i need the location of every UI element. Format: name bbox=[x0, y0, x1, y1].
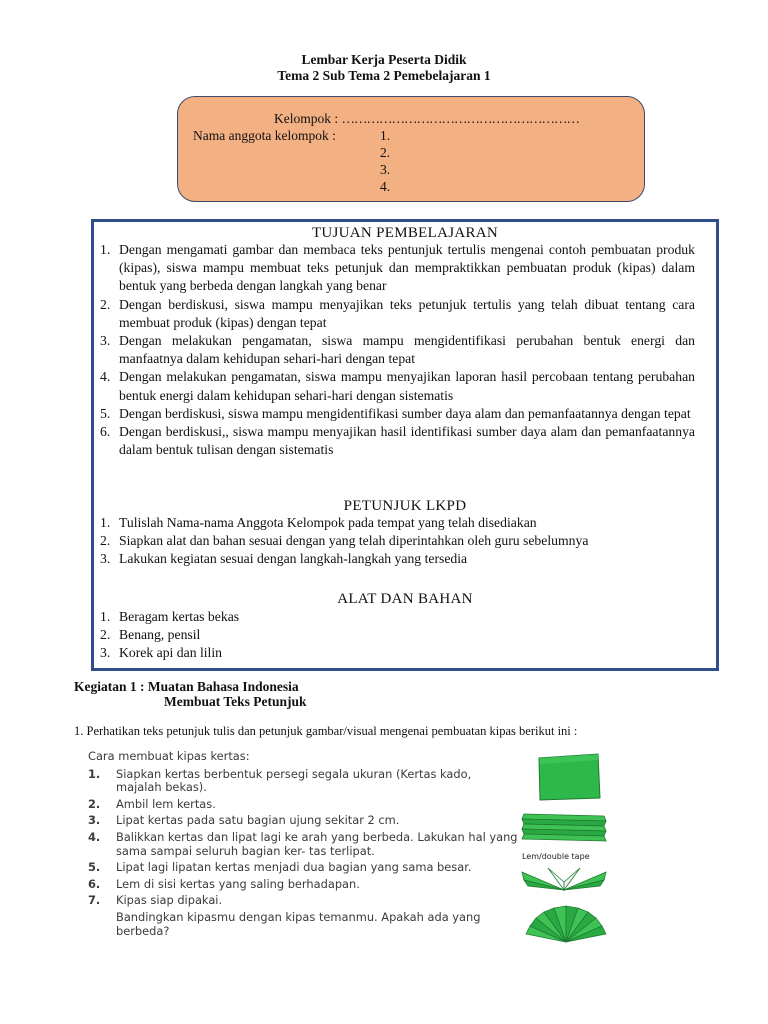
kipas-step: 7. Kipas siap dipakai. bbox=[88, 893, 223, 908]
group-info-box bbox=[177, 96, 645, 202]
kipas-step: 3. Lipat kertas pada satu bagian ujung sekitar 2 cm. bbox=[88, 813, 400, 828]
kelompok-label: Kelompok : bbox=[274, 111, 339, 126]
list-item: 6. Dengan berdiskusi,, siswa mampu menyajikan hasil identifikasi sumber daya alam dan pemanfaatannya dalam bentuk tulisan dengan sistematis bbox=[100, 424, 695, 458]
kegiatan-subtitle: Membuat Teks Petunjuk bbox=[164, 694, 307, 709]
kipas-steps bbox=[88, 750, 518, 938]
list-item: 2. Dengan berdiskusi, siswa mampu menyajikan teks petunjuk tertulis yang telah dibuat tentang cara membuat produk (kipas) dengan tepat bbox=[100, 296, 695, 330]
member-slot-4[interactable]: 4. bbox=[380, 179, 391, 194]
petunjuk-list bbox=[97, 514, 695, 569]
kipas-step: 1. Siapkan kertas berbentuk persegi segala ukuran (Kertas kado, majalah bekas). bbox=[88, 766, 472, 795]
tujuan-list bbox=[97, 241, 695, 459]
folded-paper-illustration bbox=[520, 810, 610, 846]
list-item: 1. Beragam kertas bekas bbox=[100, 609, 240, 624]
half-folded-fan-illustration bbox=[518, 860, 610, 894]
kegiatan-label: Kegiatan 1 : Muatan Bahasa Indonesia bbox=[74, 679, 299, 694]
member-slot-3[interactable]: 3. bbox=[380, 162, 391, 177]
alat-list bbox=[97, 608, 695, 663]
finished-fan-illustration bbox=[522, 904, 610, 944]
members-label: Nama anggota kelompok : bbox=[193, 128, 336, 143]
kelompok-blank[interactable]: ………………………………………………… bbox=[341, 111, 579, 126]
alat-title: ALAT DAN BAHAN bbox=[337, 591, 473, 607]
kipas-step: 6. Lem di sisi kertas yang saling berhadapan. bbox=[88, 876, 360, 891]
list-item: 3. Lakukan kegiatan sesuai dengan langkah-langkah yang tersedia bbox=[100, 551, 468, 567]
list-item: 4. Dengan melakukan pengamatan, siswa mampu menyajikan laporan hasil percobaan tentang perubahan bentuk energi dalam kehidupan sehari-hari dengan sistematis bbox=[100, 369, 695, 403]
tujuan-title: TUJUAN PEMBELAJARAN bbox=[311, 225, 499, 241]
page-subtitle: Tema 2 Sub Tema 2 Pemebelajaran 1 bbox=[277, 68, 491, 83]
kipas-step: 2. Ambil lem kertas. bbox=[88, 796, 216, 811]
kipas-step: 4. Balikkan kertas dan lipat lagi ke arah yang berbeda. Lakukan hal yang sama sampai seluruh bagian ker- tas terlipat. bbox=[88, 829, 518, 858]
kipas-header: Cara membuat kipas kertas: bbox=[88, 749, 250, 763]
square-paper-illustration bbox=[536, 752, 602, 802]
kelompok-row bbox=[274, 111, 579, 127]
list-item: 5. Dengan berdiskusi, siswa mampu mengidentifikasi sumber daya alam dan pemanfaatannya dengan tepat bbox=[100, 405, 691, 421]
member-slot-1[interactable]: 1. bbox=[380, 128, 391, 143]
kegiatan-instruction: 1. Perhatikan teks petunjuk tulis dan petunjuk gambar/visual mengenai pembuatan kipas berikut ini : bbox=[74, 724, 578, 738]
kipas-note: Bandingkan kipasmu dengan kipas temanmu. Apakah ada yang berbeda? bbox=[116, 909, 481, 938]
member-slot-2[interactable]: 2. bbox=[380, 145, 391, 160]
list-item: 2. Siapkan alat dan bahan sesuai dengan yang telah diperintahkan oleh guru sebelumnya bbox=[100, 533, 589, 549]
kipas-step: 5. Lipat lagi lipatan kertas menjadi dua bagian yang sama besar. bbox=[88, 860, 472, 875]
petunjuk-title: PETUNJUK LKPD bbox=[343, 498, 467, 514]
list-item: 3. Korek api dan lilin bbox=[100, 645, 223, 661]
list-item: 3. Dengan melakukan pengamatan, siswa mampu mengidentifikasi perubahan bentuk energi dan manfaatnya dalam kehidupan sehari-hari dengan tepat bbox=[100, 333, 695, 367]
list-item: 1. Dengan mengamati gambar dan membaca teks pentunjuk tertulis mengenai contoh pembuatan produk (kipas), siswa mampu membuat teks petunjuk dan mempraktikkan pembuatan produk (kipas) dalam bentuk yang berbeda dengan langkah yang benar bbox=[100, 242, 695, 294]
list-item: 1. Tulislah Nama-nama Anggota Kelompok pada tempat yang telah disediakan bbox=[100, 515, 537, 530]
list-item: 2. Benang, pensil bbox=[100, 627, 201, 643]
tape-label: Lem/double tape bbox=[522, 852, 590, 861]
page-title: Lembar Kerja Peserta Didik bbox=[301, 52, 467, 67]
